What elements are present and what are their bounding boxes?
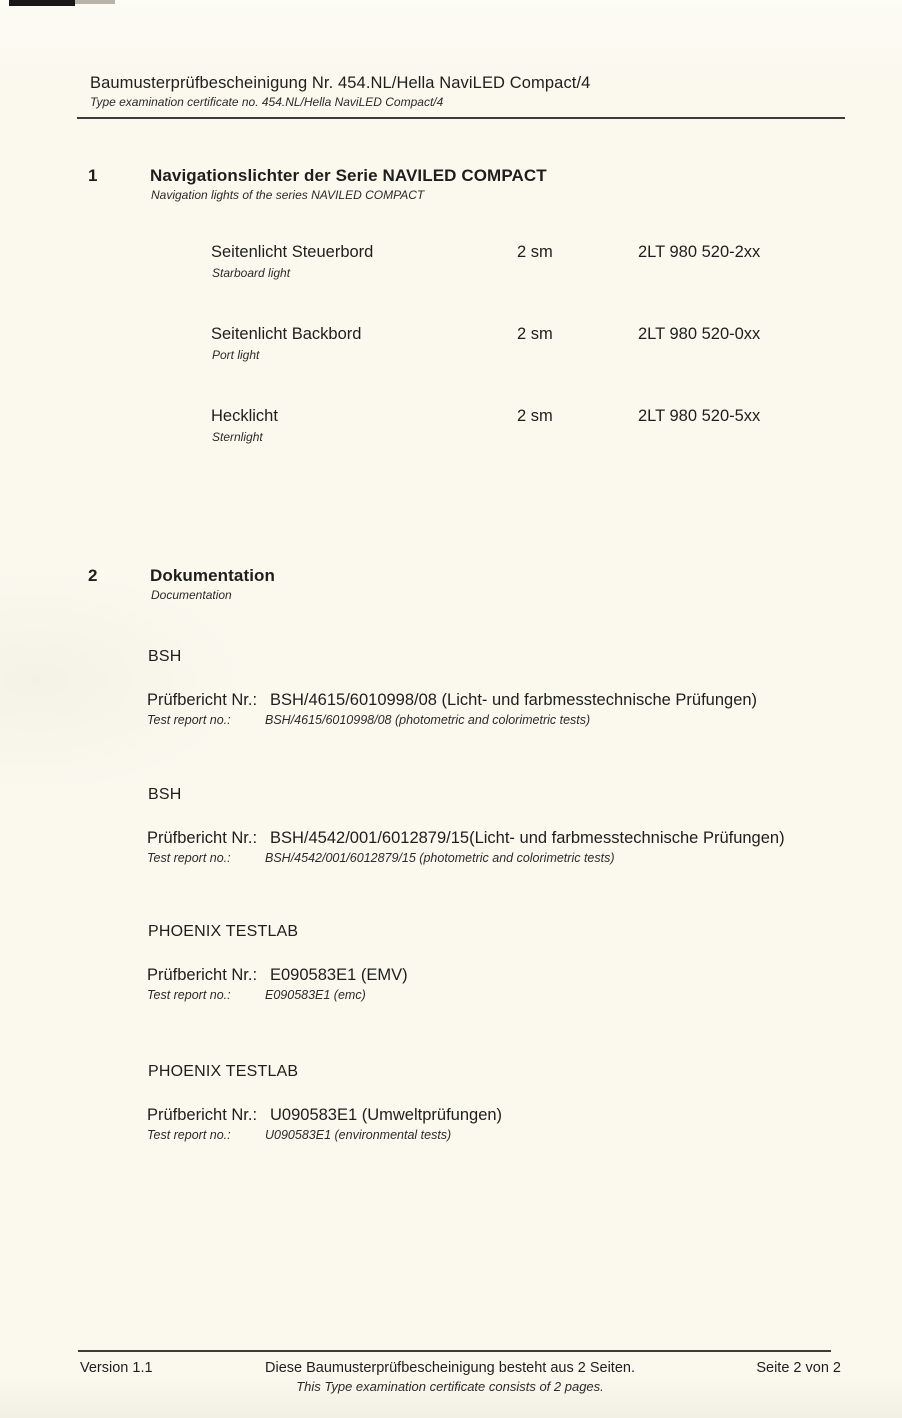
test-report-label: Prüfbericht Nr.: bbox=[147, 691, 258, 709]
test-report-label: Prüfbericht Nr.: bbox=[147, 966, 258, 984]
test-lab-name: BSH bbox=[148, 648, 182, 665]
header-divider bbox=[77, 117, 845, 119]
test-report-line-en bbox=[147, 1128, 451, 1142]
footer-divider bbox=[78, 1350, 831, 1352]
light-part-number: 2LT 980 520-0xx bbox=[638, 325, 761, 343]
document-title: Baumusterprüfbescheinigung Nr. 454.NL/Hella NaviLED Compact/4 bbox=[90, 74, 591, 92]
test-lab-name: PHOENIX TESTLAB bbox=[148, 1063, 299, 1080]
light-name-en: Starboard light bbox=[212, 266, 291, 280]
test-lab-name: PHOENIX TESTLAB bbox=[148, 923, 299, 940]
light-name: Hecklicht bbox=[211, 407, 278, 425]
test-report-line-en bbox=[147, 713, 590, 727]
footer-page-number: Seite 2 von 2 bbox=[756, 1360, 841, 1376]
footer-note-en: This Type examination certificate consists of 2 pages. bbox=[296, 1379, 604, 1394]
test-report-value-en: BSH/4542/001/6012879/15 (photometric and colorimetric tests) bbox=[265, 851, 615, 865]
test-report-label: Prüfbericht Nr.: bbox=[147, 1106, 258, 1124]
section2-title-en: Documentation bbox=[151, 588, 232, 602]
light-range: 2 sm bbox=[517, 243, 553, 261]
document-subtitle: Type examination certificate no. 454.NL/Hella NaviLED Compact/4 bbox=[90, 95, 444, 109]
test-report-label-en: Test report no.: bbox=[147, 713, 231, 727]
light-name-en: Sternlight bbox=[212, 430, 263, 444]
scan-edge-artifact-dark bbox=[9, 0, 75, 6]
test-report-label-en: Test report no.: bbox=[147, 851, 231, 865]
test-report-label-en: Test report no.: bbox=[147, 988, 231, 1002]
section2-title: Dokumentation bbox=[150, 566, 276, 585]
test-report-line bbox=[147, 966, 408, 985]
test-report-line-en bbox=[147, 851, 615, 865]
test-report-line bbox=[147, 1106, 502, 1125]
light-name: Seitenlicht Steuerbord bbox=[211, 243, 374, 261]
section1-number: 1 bbox=[88, 166, 98, 185]
light-name: Seitenlicht Backbord bbox=[211, 325, 362, 343]
light-range: 2 sm bbox=[517, 407, 553, 425]
light-range: 2 sm bbox=[517, 325, 553, 343]
test-report-value: BSH/4615/6010998/08 (Licht- und farbmesstechnische Prüfungen) bbox=[270, 691, 758, 709]
light-part-number: 2LT 980 520-5xx bbox=[638, 407, 761, 425]
light-name-en: Port light bbox=[212, 348, 260, 362]
footer-version: Version 1.1 bbox=[80, 1360, 153, 1376]
test-report-value: U090583E1 (Umweltprüfungen) bbox=[270, 1106, 503, 1124]
section1-title: Navigationslichter der Serie NAVILED COMPACT bbox=[150, 166, 547, 185]
test-report-line-en bbox=[147, 988, 366, 1002]
test-report-line bbox=[147, 691, 757, 710]
test-report-value: BSH/4542/001/6012879/15(Licht- und farbmesstechnische Prüfungen) bbox=[270, 829, 785, 847]
test-report-value-en: BSH/4615/6010998/08 (photometric and colorimetric tests) bbox=[265, 713, 591, 727]
scan-edge-artifact-gray bbox=[75, 0, 115, 4]
section1-title-en: Navigation lights of the series NAVILED COMPACT bbox=[151, 188, 425, 202]
light-part-number: 2LT 980 520-2xx bbox=[638, 243, 761, 261]
test-report-label-en: Test report no.: bbox=[147, 1128, 231, 1142]
test-report-value-en: E090583E1 (emc) bbox=[265, 988, 366, 1002]
test-report-value: E090583E1 (EMV) bbox=[270, 966, 408, 984]
test-report-line bbox=[147, 829, 785, 848]
footer-note: Diese Baumusterprüfbescheinigung besteht aus 2 Seiten. bbox=[265, 1360, 635, 1376]
test-lab-name: BSH bbox=[148, 786, 182, 803]
section2-number: 2 bbox=[88, 566, 98, 585]
test-report-value-en: U090583E1 (environmental tests) bbox=[265, 1128, 452, 1142]
test-report-label: Prüfbericht Nr.: bbox=[147, 829, 258, 847]
